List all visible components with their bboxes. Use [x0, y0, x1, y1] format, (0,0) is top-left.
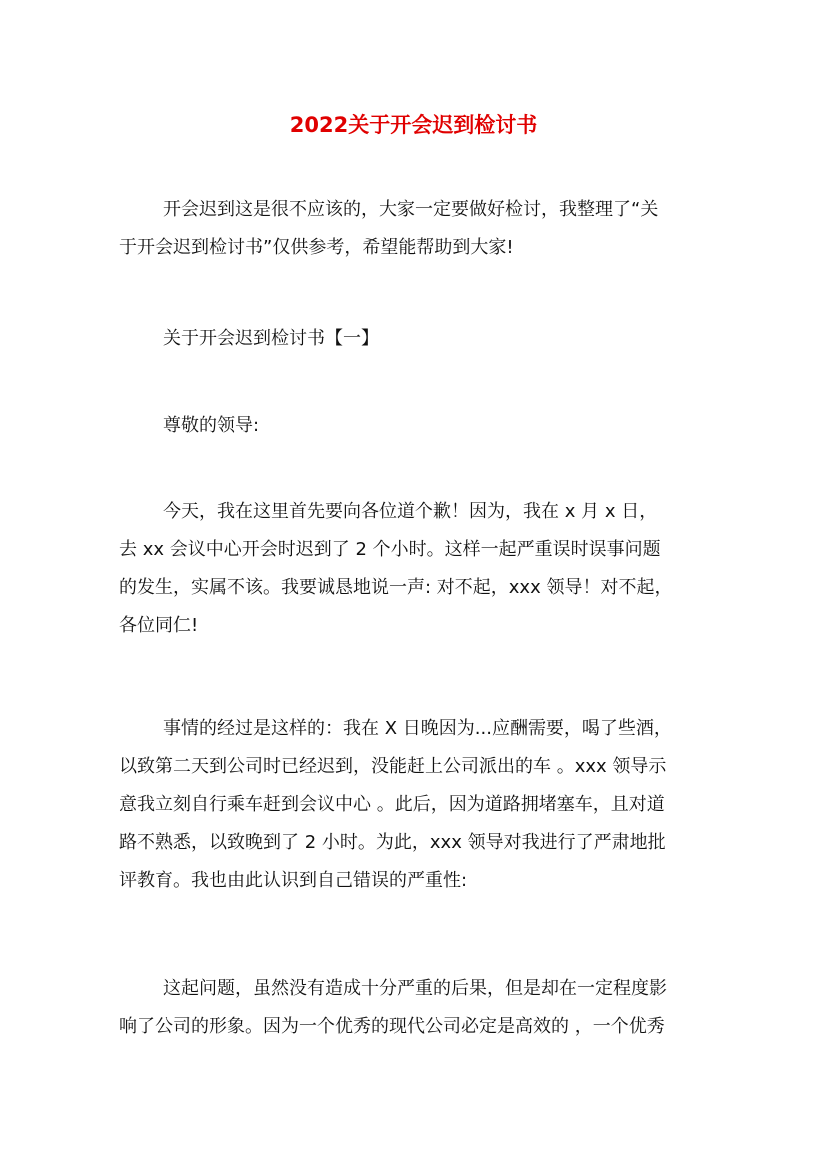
text-line: 事情的经过是这样的：我在 X 日晚因为...应酬需要，喝了些酒， — [163, 718, 672, 739]
body-paragraph-events — [119, 710, 715, 900]
salutation — [119, 407, 715, 445]
text-line: 于开会迟到检讨书”仅供参考，希望能帮助到大家! — [119, 237, 514, 258]
section-heading — [119, 320, 715, 358]
text-line: 评教育。我也由此认识到自己错误的严重性: — [119, 870, 468, 891]
text-line: 开会迟到这是很不应该的，大家一定要做好检讨，我整理了“关 — [163, 199, 659, 220]
document-title: 2022关于开会迟到检讨书 — [289, 113, 538, 137]
text-line: 关于开会迟到检讨书【一】 — [163, 328, 379, 349]
text-line: 以致第二天到公司时已经迟到，没能赶上公司派出的车 。xxx 领导示 — [119, 756, 667, 777]
text-line: 的发生，实属不该。我要诚恳地说一声: 对不起，xxx 领导！对不起， — [119, 577, 673, 598]
text-line: 尊敬的领导: — [163, 415, 260, 436]
body-paragraph-impact — [119, 970, 715, 1046]
intro-paragraph — [119, 191, 715, 267]
text-line: 去 xx 会议中心开会时迟到了 2 个小时。这样一起严重误时误事问题 — [119, 539, 661, 560]
text-line: 意我立刻自行乘车赶到会议中心 。此后，因为道路拥堵塞车，且对道 — [119, 794, 665, 815]
text-line: 各位同仁! — [119, 615, 199, 636]
text-line: 路不熟悉，以致晚到了 2 小时。为此，xxx 领导对我进行了严肃地批 — [119, 832, 666, 853]
body-paragraph-apology — [119, 493, 715, 645]
text-line: 这起问题，虽然没有造成十分严重的后果，但是却在一定程度影 — [163, 978, 667, 999]
text-line: 响了公司的形象。因为一个优秀的现代公司必定是高效的 ，一个优秀 — [119, 1016, 665, 1037]
text-line: 今天，我在这里首先要向各位道个歉！因为，我在 x 月 x 日， — [163, 501, 658, 522]
